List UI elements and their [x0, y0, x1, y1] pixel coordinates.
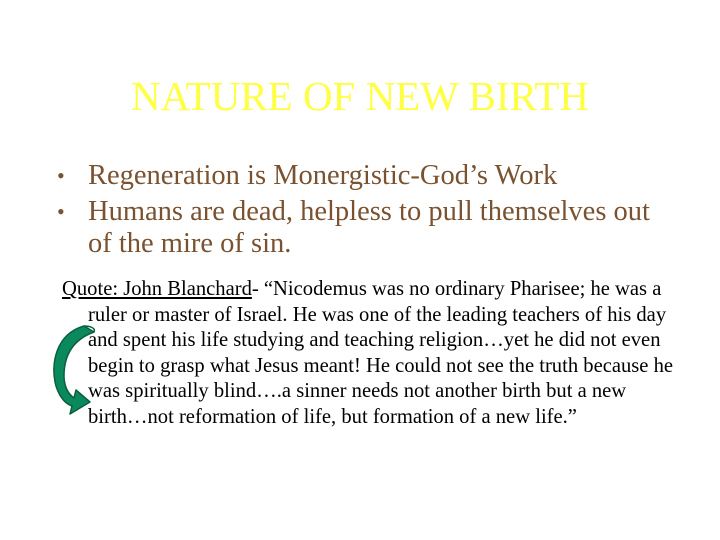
- quote-label: Quote: John Blanchard: [62, 278, 252, 300]
- curved-arrow-icon: [46, 320, 106, 416]
- bullet-text: Regeneration is Monergistic-God’s Work: [88, 160, 558, 191]
- slide-title: NATURE OF NEW BIRTH: [130, 73, 590, 119]
- quote-text: - “Nicodemus was no ordinary Pharisee; he was a ruler or master of Israel. He was one of the leading teachers of his day and spent his life studying and teaching religion…yet he did not even begin to grasp what Jesus meant! He could not see the truth because he was spiritually blind….a sinner needs not another birth but a new birth…not reformation of life, but formation of a new life.”: [88, 278, 674, 428]
- bullet-icon: •: [57, 163, 65, 188]
- bullet-list: [57, 160, 677, 264]
- bullet-item: [57, 196, 677, 260]
- bullet-text: Humans are dead, helpless to pull themselves out of the mire of sin.: [88, 196, 650, 259]
- bullet-icon: •: [57, 199, 65, 224]
- bullet-item: [57, 160, 677, 192]
- quote-block: [62, 277, 688, 430]
